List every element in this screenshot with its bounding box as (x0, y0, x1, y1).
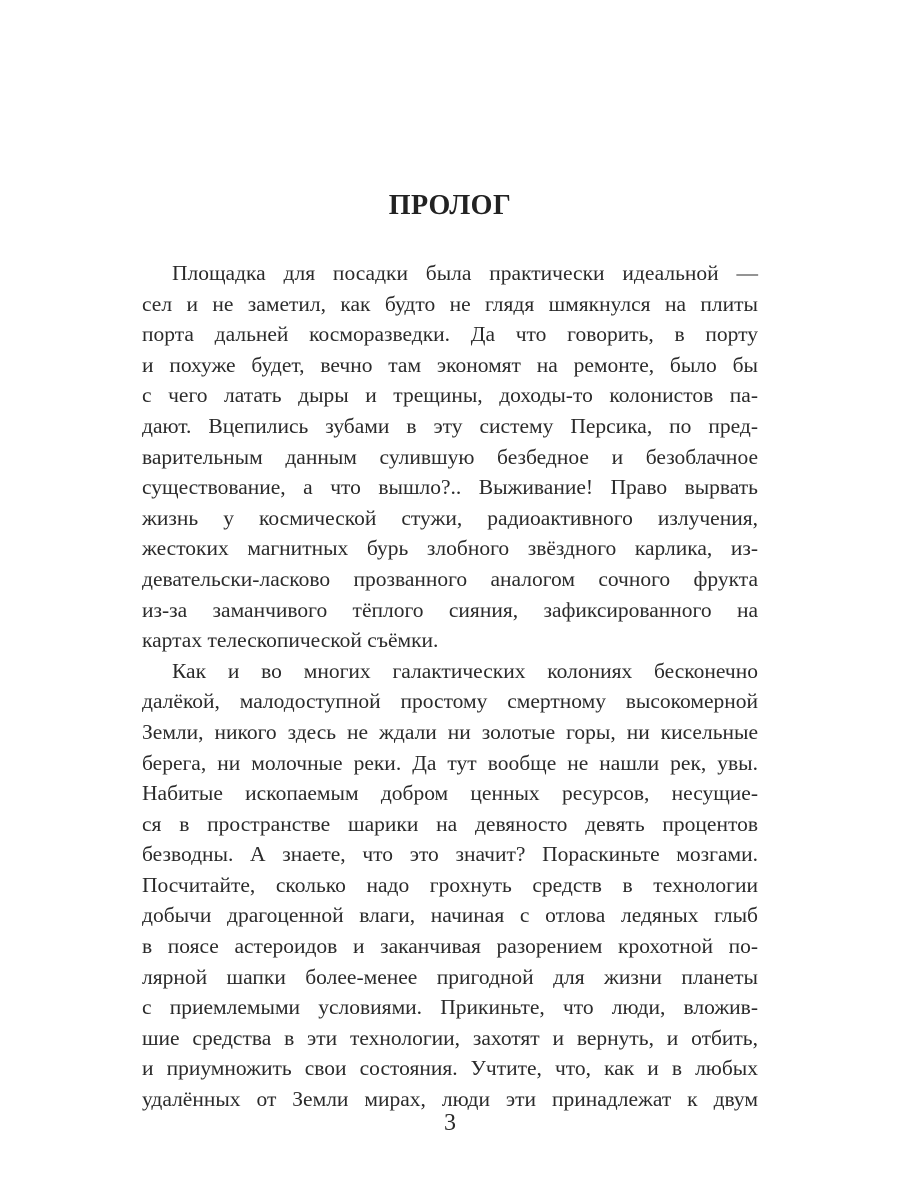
text-line: дают. Вцепились зубами в эту систему Персика, по пред- (142, 413, 758, 438)
text-line: Земли, никого здесь не ждали ни золотые горы, ни кисельные (142, 719, 758, 744)
text-line: удалённых от Земли мирах, люди эти принадлежат к двум (142, 1087, 758, 1112)
text-line: картах телескопической съёмки. (142, 628, 439, 653)
body-text (142, 258, 758, 1115)
text-line: безводны. А знаете, что это значит? Пораскиньте мозгами. (142, 842, 758, 867)
text-line: сел и не заметил, как будто не глядя шмякнулся на плиты (142, 291, 758, 316)
text-line: ся в пространстве шарики на девяносто девять процентов (142, 811, 758, 836)
text-line: добычи драгоценной влаги, начиная с отлова ледяных глыб (142, 903, 758, 928)
text-line: порта дальней косморазведки. Да что говорить, в порту (142, 322, 758, 347)
text-line: и похуже будет, вечно там экономят на ремонте, было бы (142, 352, 758, 377)
paragraph-1 (142, 258, 758, 656)
text-line: в поясе астероидов и заканчивая разорением крохотной по- (142, 934, 758, 959)
text-line: существование, а что вышло?.. Выживание! Право вырвать (142, 475, 758, 500)
text-line: и приумножить свои состояния. Учтите, что, как и в любых (142, 1056, 758, 1081)
text-line: девательски-ласково прозванного аналогом сочного фрукта (142, 566, 758, 591)
text-line: из-за заманчивого тёплого сияния, зафиксированного на (142, 597, 758, 622)
text-line: шие средства в эти технологии, захотят и вернуть, и отбить, (142, 1025, 758, 1050)
text-line: с чего латать дыры и трещины, доходы-то колонистов па- (142, 383, 758, 408)
text-line: берега, ни молочные реки. Да тут вообще не нашли рек, увы. (142, 750, 758, 775)
text-line: Посчитайте, сколько надо грохнуть средств в технологии (142, 872, 758, 897)
text-line: жестоких магнитных бурь злобного звёздного карлика, из- (142, 536, 758, 561)
text-line: Набитые ископаемым добром ценных ресурсов, несущие- (142, 781, 758, 806)
page-number: 3 (444, 1110, 456, 1136)
text-line: далёкой, малодоступной простому смертному высокомерной (142, 689, 758, 714)
text-line: лярной шапки более-менее пригодной для жизни планеты (142, 964, 758, 989)
text-line: варительным данным сулившую безбедное и безоблачное (142, 444, 758, 469)
paragraph-2 (142, 656, 758, 1115)
text-line: с приемлемыми условиями. Прикиньте, что люди, вложив- (142, 995, 758, 1020)
text-line: Площадка для посадки была практически идеальной — (172, 261, 758, 285)
text-line: жизнь у космической стужи, радиоактивного излучения, (142, 505, 758, 530)
chapter-title: ПРОЛОГ (388, 190, 512, 221)
text-line: Как и во многих галактических колониях бесконечно (172, 658, 758, 683)
